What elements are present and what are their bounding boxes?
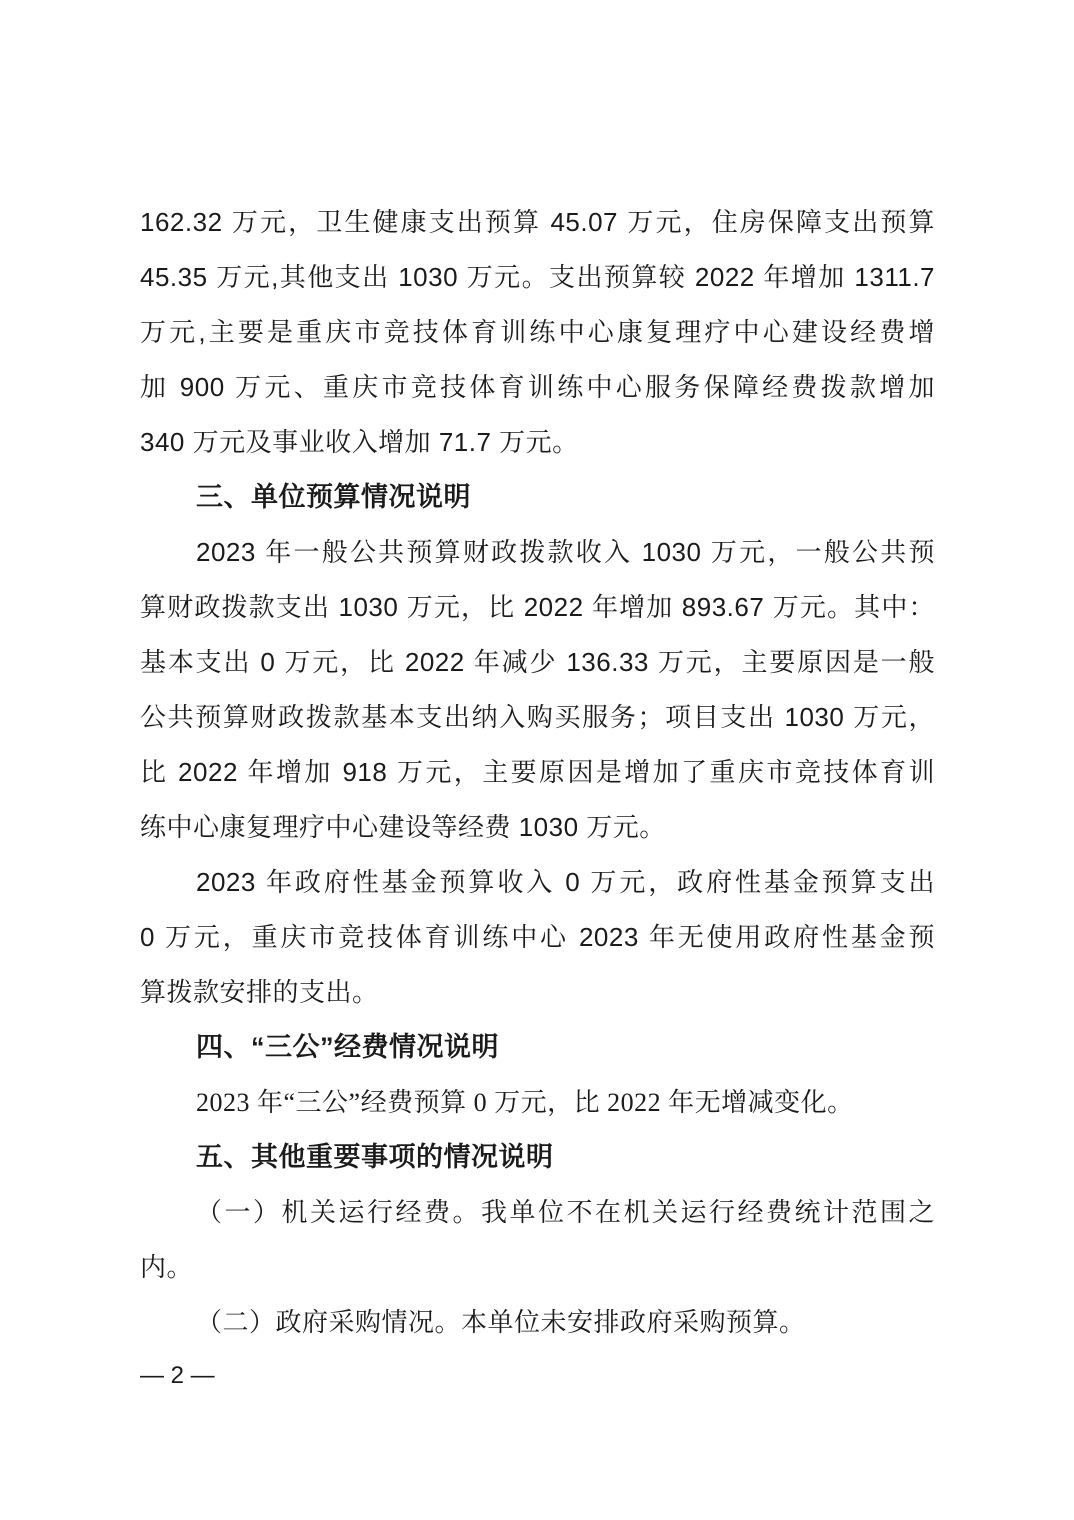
body-text-line: 2023 年“三公”经费预算 0 万元，比 2022 年无增减变化。 <box>196 1088 854 1117</box>
body-text-line: 万元,主要是重庆市竞技体育训练中心康复理疗中心建设经费增 <box>140 317 935 347</box>
body-text-line: （一）机关运行经费。我单位不在机关运行经费统计范围之 <box>196 1198 935 1227</box>
body-text-line: 练中心康复理疗中心建设等经费 1030 万元。 <box>140 812 666 842</box>
section-heading-other-items: 五、其他重要事项的情况说明 <box>196 1142 554 1172</box>
body-text-line: 0 万元，重庆市竞技体育训练中心 2023 年无使用政府性基金预 <box>140 922 935 952</box>
body-text-line: （二）政府采购情况。本单位未安排政府采购预算。 <box>196 1308 806 1337</box>
body-text-line: 162.32 万元，卫生健康支出预算 45.07 万元，住房保障支出预算 <box>140 207 935 237</box>
body-text-line: 2023 年政府性基金预算收入 0 万元，政府性基金预算支出 <box>196 867 935 897</box>
page-number: — 2 — <box>140 1362 215 1389</box>
document-text-block <box>140 195 935 1350</box>
section-heading-unit-budget: 三、单位预算情况说明 <box>196 482 471 512</box>
body-text-line: 340 万元及事业收入增加 71.7 万元。 <box>140 427 579 457</box>
body-text-line: 加 900 万元、重庆市竞技体育训练中心服务保障经费拨款增加 <box>140 372 935 402</box>
body-text-line: 算财政拨款支出 1030 万元，比 2022 年增加 893.67 万元。其中： <box>140 592 935 622</box>
body-text-line: 公共预算财政拨款基本支出纳入购买服务；项目支出 1030 万元， <box>140 702 935 732</box>
body-text-line: 基本支出 0 万元，比 2022 年减少 136.33 万元，主要原因是一般 <box>140 647 935 677</box>
body-text-line: 2023 年一般公共预算财政拨款收入 1030 万元，一般公共预 <box>196 537 935 567</box>
body-text-line: 45.35 万元,其他支出 1030 万元。支出预算较 2022 年增加 1311.7 <box>140 262 935 292</box>
body-text-line: 比 2022 年增加 918 万元，主要原因是增加了重庆市竞技体育训 <box>140 757 935 787</box>
body-text-line: 内。 <box>140 1253 194 1282</box>
body-text-line: 算拨款安排的支出。 <box>140 978 379 1007</box>
section-heading-three-public: 四、“三公”经费情况说明 <box>196 1032 499 1062</box>
